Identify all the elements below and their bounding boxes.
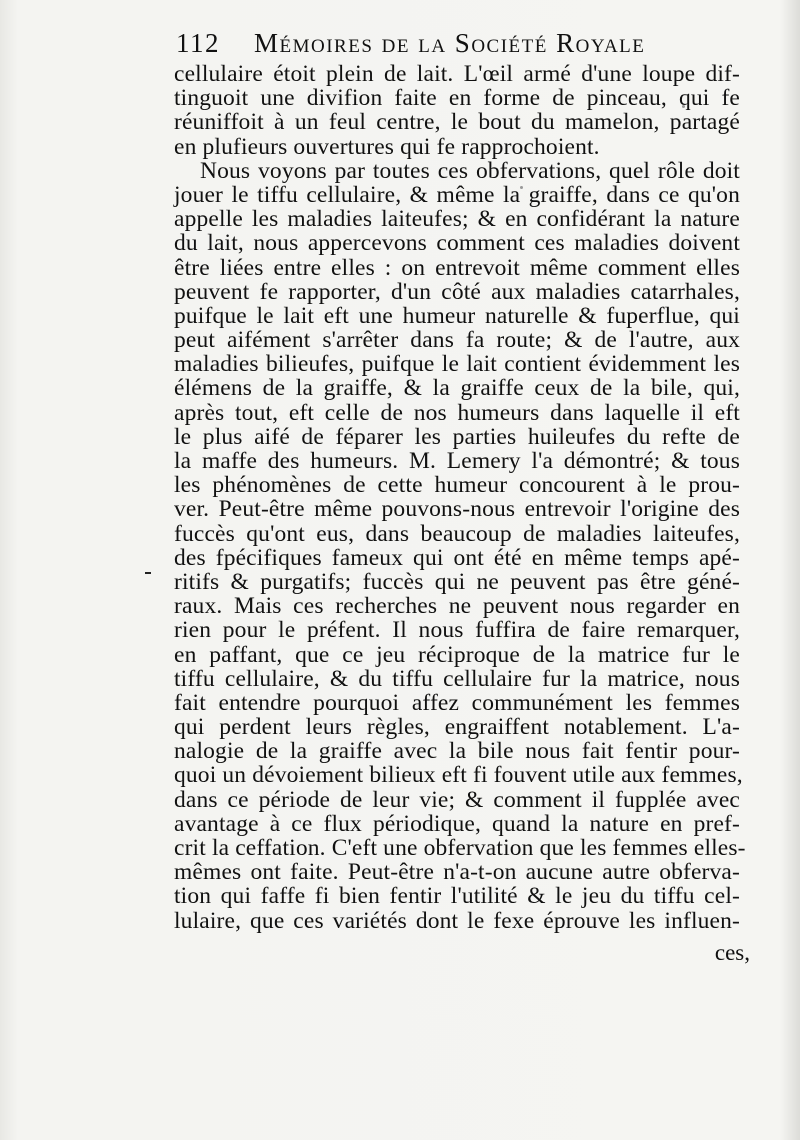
text-line: crit la ceffation. C'eft une obfervation que les femmes elles- <box>174 835 746 861</box>
text-line: dans ce période de leur vie; & comment il fupplée avec <box>174 786 740 813</box>
text-line: fait entendre pourquoi affez communément les femmes <box>174 689 740 716</box>
text-line: tion qui faffe fi bien fentir l'utilité & le jeu du tiffu cel- <box>174 883 740 910</box>
text-line: jouer le tiffu cellulaire, & même la graiffe, dans ce qu'on <box>174 181 740 208</box>
text-line: raux. Mais ces recherches ne peuvent nous regarder en <box>174 593 740 620</box>
text-line: fuccès qu'ont eus, dans beaucoup de maladies laiteufes, <box>174 520 740 547</box>
text-line: puifque le lait eft une humeur naturelle & fuperflue, qui <box>174 302 740 329</box>
text-line: des fpécifiques fameux qui ont été en même temps apé- <box>174 544 740 571</box>
margin-mark <box>145 572 151 574</box>
text-line: du lait, nous appercevons comment ces maladies doivent <box>174 230 740 257</box>
text-line: la maffe des humeurs. M. Lemery l'a démontré; & tous <box>174 448 740 474</box>
text-line: élémens de la graiffe, & la graiffe ceux de la bile, qui, <box>174 375 740 402</box>
text-line: le plus aifé de féparer les parties huileufes du refte de <box>174 423 740 450</box>
page-number: 112 <box>176 28 220 58</box>
text-line: maladies bilieufes, puifque le lait contient évidemment les <box>174 351 740 378</box>
text-line: après tout, eft celle de nos humeurs dans laquelle il eft <box>174 399 740 426</box>
text-line: en paffant, que ce jeu réciproque de la matrice fur le <box>174 641 740 668</box>
text-line: ver. Peut-être même pouvons-nous entrevoir l'origine des <box>174 496 740 523</box>
running-head <box>176 28 706 62</box>
text-line: les phénomènes de cette humeur concourent à le prou- <box>174 472 740 499</box>
text-line: tinguoit une divifion faite en forme de pinceau, qui fe <box>174 85 740 112</box>
text-line: Nous voyons par toutes ces obfervations, quel rôle doit <box>200 157 740 184</box>
text-line: mêmes ont faite. Peut-être n'a-t-on aucune autre obferva- <box>174 859 740 886</box>
text-line: lulaire, que ces variétés dont le fexe éprouve les influen- <box>174 907 740 934</box>
text-line: être liées entre elles : on entrevoit même comment elles <box>174 254 740 281</box>
text-line: ritifs & purgatifs; fuccès qui ne peuvent pas être géné- <box>174 568 740 595</box>
text-line: réuniffoit à un feul centre, le bout du mamelon, partagé <box>174 109 740 136</box>
text-line: en plufieurs ouvertures qui fe rapprochoient. <box>174 133 600 160</box>
text-line: quoi un dévoiement bilieux eft fi fouvent utile aux femmes, <box>174 762 743 789</box>
text-line: cellulaire étoit plein de lait. L'œil armé d'une loupe dif- <box>174 61 740 87</box>
text-line: nalogie de la graiffe avec la bile nous fait fentir pour- <box>174 738 740 765</box>
running-title: Mémoires de la Société Royale <box>254 28 646 58</box>
text-line: tiffu cellulaire, & du tiffu cellulaire fur la matrice, nous <box>174 665 740 692</box>
body-text <box>174 61 746 934</box>
text-line: appelle les maladies laiteufes; & en confidérant la nature <box>174 206 740 233</box>
text-line: avantage à ce flux périodique, quand la nature en pref- <box>174 810 740 837</box>
text-line: qui perdent leurs règles, engraiffent notablement. L'a- <box>174 714 740 741</box>
text-line: peut aifément s'arrêter dans fa route; & de l'autre, aux <box>174 327 740 354</box>
text-line: peuvent fe rapporter, d'un côté aux maladies catarrhales, <box>174 278 740 305</box>
text-line: rien pour le préfent. Il nous fuffira de faire remarquer, <box>174 617 740 644</box>
catchword: ces, <box>714 940 750 965</box>
